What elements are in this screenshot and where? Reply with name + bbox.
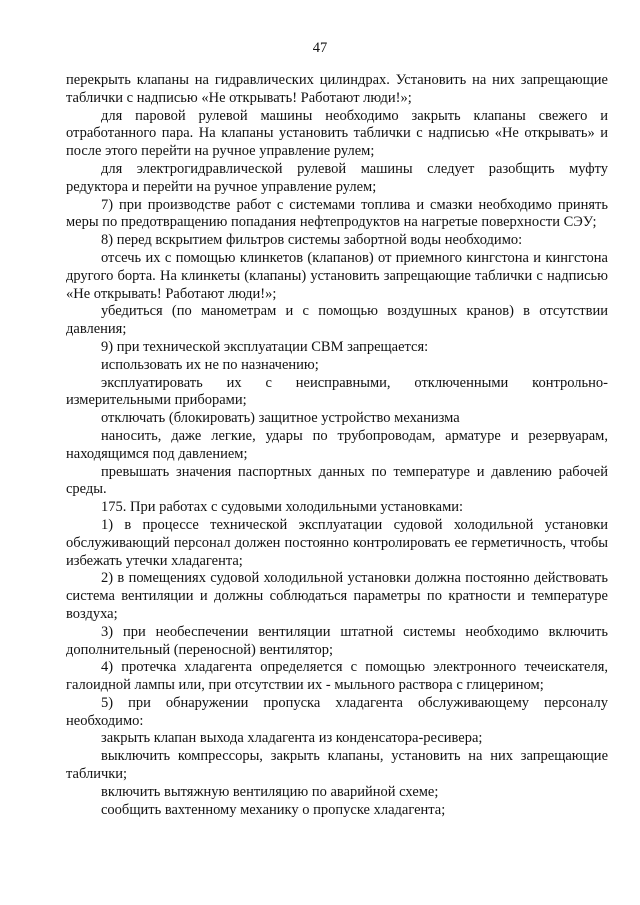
paragraph: убедиться (по манометрам и с помощью воздушных кранов) в отсутствии давления; bbox=[66, 303, 608, 338]
list-item-3: 3) при необеспечении вентиляции штатной системы необходимо включить дополнительный (переносной) вентилятор; bbox=[66, 623, 608, 658]
document-body bbox=[66, 72, 608, 819]
paragraph: отключать (блокировать) защитное устройство механизма bbox=[101, 410, 460, 427]
list-item-7: 7) при производстве работ с системами топлива и смазки необходимо принять меры по предотвращению попадания нефтепродуктов на нагретые поверхности СЭУ; bbox=[66, 196, 608, 231]
list-item-9: 9) при технической эксплуатации СВМ запрещается: bbox=[101, 338, 429, 355]
paragraph: закрыть клапан выхода хладагента из конденсатора-ресивера; bbox=[101, 730, 483, 747]
list-item-1: 1) в процессе технической эксплуатации судовой холодильной установки обслуживающий персонал должен постоянно контролировать ее герметичность, чтобы избежать утечки хладагента; bbox=[66, 516, 608, 569]
paragraph: включить вытяжную вентиляцию по аварийной схеме; bbox=[101, 783, 439, 800]
paragraph: выключить компрессоры, закрыть клапаны, установить на них запрещающие таблички; bbox=[66, 748, 608, 783]
paragraph: эксплуатировать их с неисправными, отключенными контрольно-измерительными приборами; bbox=[66, 374, 608, 409]
section-175-heading: 175. При работах с судовыми холодильными установками: bbox=[101, 499, 464, 516]
paragraph: наносить, даже легкие, удары по трубопроводам, арматуре и резервуарам, находящимся под давлением; bbox=[66, 427, 608, 462]
page-number: 47 bbox=[312, 40, 328, 56]
paragraph: использовать их не по назначению; bbox=[101, 356, 319, 373]
paragraph: сообщить вахтенному механику о пропуске хладагента; bbox=[101, 801, 446, 818]
list-item-4: 4) протечка хладагента определяется с помощью электронного течеискателя, галоидной лампы или, при отсутствии их - мыльного раствора с глицерином; bbox=[66, 659, 608, 694]
paragraph: для электрогидравлической рулевой машины следует разобщить муфту редуктора и перейти на ручное управление рулем; bbox=[66, 160, 608, 195]
list-item-8: 8) перед вскрытием фильтров системы забортной воды необходимо: bbox=[101, 232, 523, 249]
paragraph-continuation: перекрыть клапаны на гидравлических цилиндрах. Установить на них запрещающие таблички с надписью «Не открывать! Работают люди!»; bbox=[66, 72, 608, 106]
paragraph: отсечь их с помощью клинкетов (клапанов) от приемного кингстона и кингстона другого борта. На клинкеты (клапаны) установить запрещающие таблички с надписью «Не открывать! Работают люди!»; bbox=[66, 249, 608, 302]
paragraph: превышать значения паспортных данных по температуре и давлению рабочей среды. bbox=[66, 463, 608, 498]
list-item-5: 5) при обнаружении пропуска хладагента обслуживающему персоналу необходимо: bbox=[66, 694, 608, 729]
paragraph: для паровой рулевой машины необходимо закрыть клапаны свежего и отработанного пара. На клапаны установить таблички с надписью «Не открывать» и после этого перейти на ручное управление рулем; bbox=[66, 107, 608, 160]
list-item-2: 2) в помещениях судовой холодильной установки должна постоянно действовать система вентиляции и должны соблюдаться параметры по кратности и температуре воздуха; bbox=[66, 570, 608, 622]
